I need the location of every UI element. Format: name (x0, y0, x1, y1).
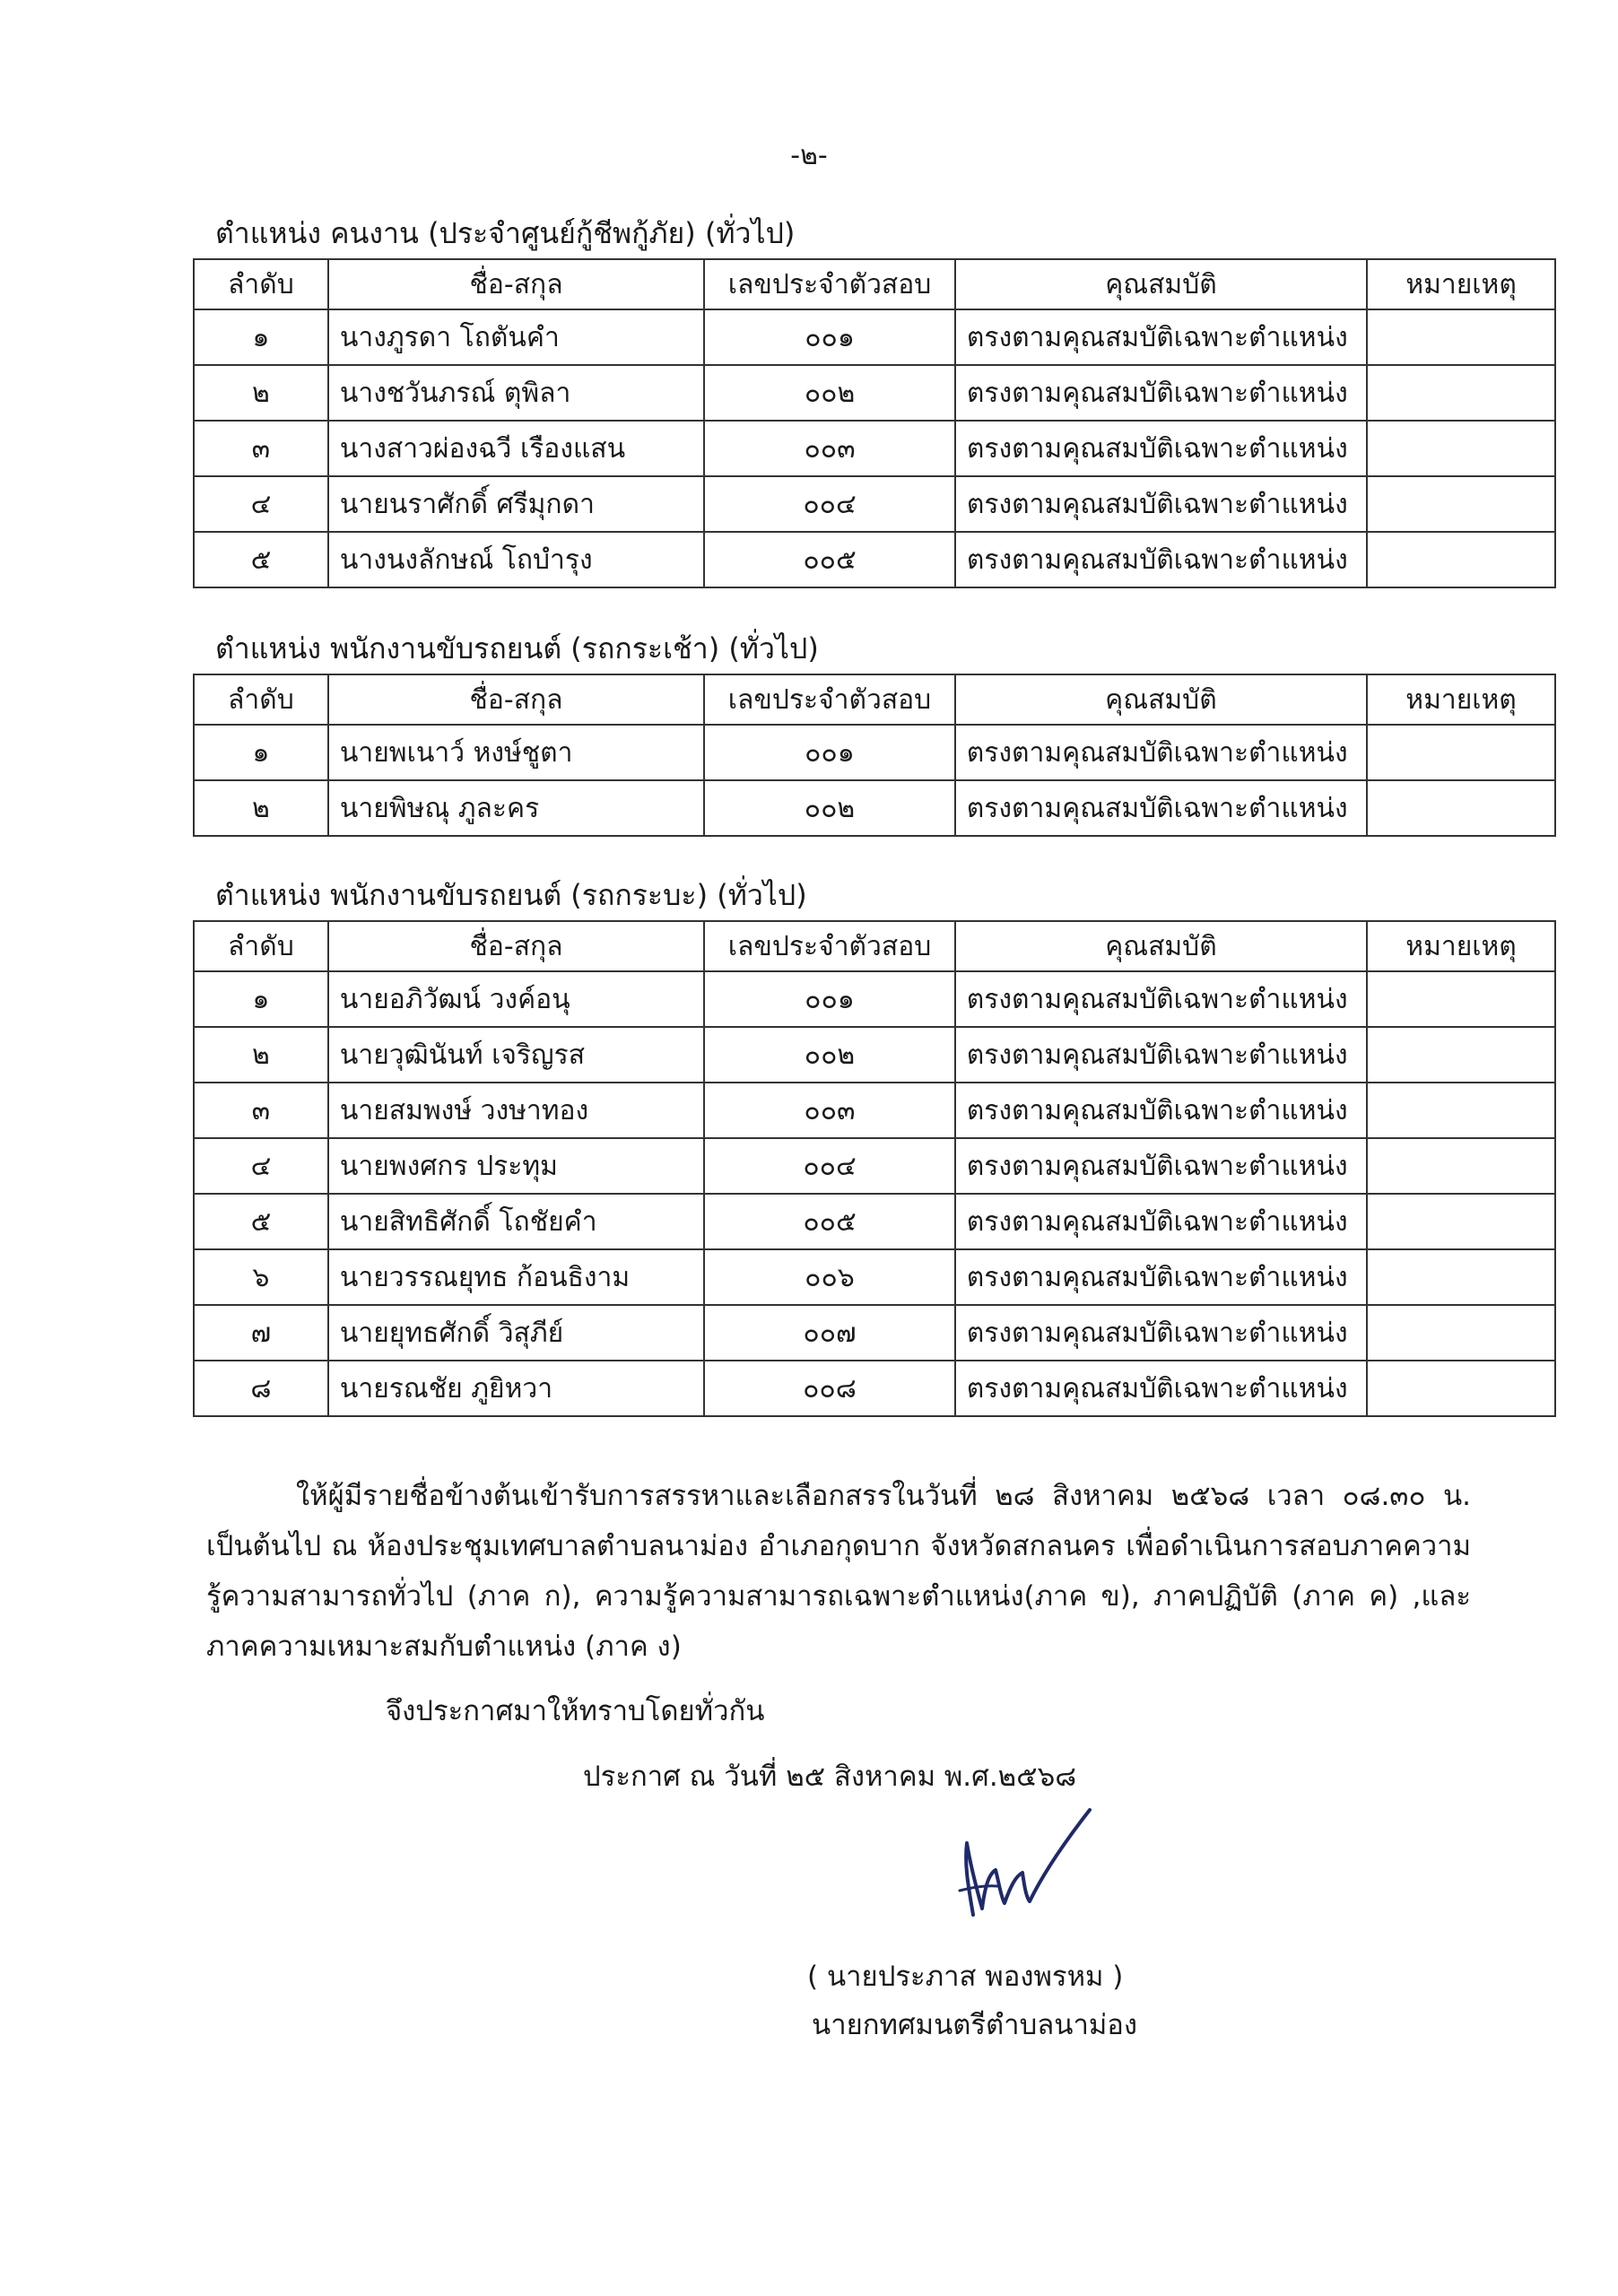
candidate-name: นางชวันภรณ์ ตุพิลา (328, 365, 704, 421)
table-row (194, 1361, 1555, 1416)
exam-id: ๐๐๔ (704, 476, 955, 532)
header-no: ลำดับ (194, 674, 328, 725)
qualification: ตรงตามคุณสมบัติเฉพาะตำแหน่ง (955, 1249, 1367, 1305)
closing-line: จึงประกาศมาให้ทราบโดยทั่วกัน (386, 1695, 765, 1727)
table-header-row (194, 921, 1555, 971)
exam-id: ๐๐๕ (704, 532, 955, 587)
exam-id: ๐๐๕ (704, 1194, 955, 1249)
qualification: ตรงตามคุณสมบัติเฉพาะตำแหน่ง (955, 532, 1367, 587)
candidate-table (193, 674, 1556, 837)
qualification: ตรงตามคุณสมบัติเฉพาะตำแหน่ง (955, 725, 1367, 780)
header-qualification: คุณสมบัติ (955, 259, 1367, 309)
qualification: ตรงตามคุณสมบัติเฉพาะตำแหน่ง (955, 476, 1367, 532)
table-body (194, 725, 1555, 836)
row-number: ๕ (194, 1194, 328, 1249)
qualification: ตรงตามคุณสมบัติเฉพาะตำแหน่ง (955, 1194, 1367, 1249)
announcement-date: ประกาศ ณ วันที่ ๒๕ สิงหาคม พ.ศ.๒๕๖๘ (583, 1761, 1077, 1793)
signature-stroke (966, 1810, 1090, 1915)
candidate-name: นายวรรณยุทธ ก้อนธิงาม (328, 1249, 704, 1305)
header-no: ลำดับ (194, 259, 328, 309)
candidate-name: นายพเนาว์ หงษ์ชูตา (328, 725, 704, 780)
exam-id: ๐๐๑ (704, 309, 955, 365)
remark (1367, 309, 1555, 365)
table-row (194, 1249, 1555, 1305)
qualification: ตรงตามคุณสมบัติเฉพาะตำแหน่ง (955, 780, 1367, 836)
qualification: ตรงตามคุณสมบัติเฉพาะตำแหน่ง (955, 1027, 1367, 1083)
exam-id: ๐๐๒ (704, 365, 955, 421)
qualification: ตรงตามคุณสมบัติเฉพาะตำแหน่ง (955, 309, 1367, 365)
section-title: ตำแหน่ง พนักงานขับรถยนต์ (รถกระบะ) (ทั่วไป) (215, 878, 807, 912)
row-number: ๕ (194, 532, 328, 587)
header-exam-id: เลขประจำตัวสอบ (704, 921, 955, 971)
candidate-name: นายยุทธศักดิ์ วิสุภีย์ (328, 1305, 704, 1361)
table-row (194, 780, 1555, 836)
table-body (194, 971, 1555, 1416)
table-row (194, 725, 1555, 780)
qualification: ตรงตามคุณสมบัติเฉพาะตำแหน่ง (955, 971, 1367, 1027)
exam-id: ๐๐๓ (704, 421, 955, 476)
table-row (194, 1305, 1555, 1361)
candidate-name: นางภูรดา โถตันคำ (328, 309, 704, 365)
exam-id: ๐๐๗ (704, 1305, 955, 1361)
exam-id: ๐๐๘ (704, 1361, 955, 1416)
exam-id: ๐๐๒ (704, 1027, 955, 1083)
header-name: ชื่อ-สกุล (328, 921, 704, 971)
table-row (194, 309, 1555, 365)
section-title: ตำแหน่ง คนงาน (ประจำศูนย์กู้ชีพกู้ภัย) (ทั่วไป) (215, 216, 796, 250)
candidate-name: นายอภิวัฒน์ วงค์อนุ (328, 971, 704, 1027)
candidate-name: นายพงศกร ประทุม (328, 1138, 704, 1194)
exam-id: ๐๐๑ (704, 971, 955, 1027)
remark (1367, 365, 1555, 421)
table-header-row (194, 259, 1555, 309)
table-body (194, 309, 1555, 587)
qualification: ตรงตามคุณสมบัติเฉพาะตำแหน่ง (955, 1361, 1367, 1416)
page-number: -๒- (790, 140, 828, 171)
candidate-table (193, 258, 1556, 588)
row-number: ๒ (194, 780, 328, 836)
row-number: ๒ (194, 1027, 328, 1083)
row-number: ๒ (194, 365, 328, 421)
row-number: ๗ (194, 1305, 328, 1361)
section-title: ตำแหน่ง พนักงานขับรถยนต์ (รถกระเช้า) (ทั่วไป) (215, 631, 819, 665)
row-number: ๑ (194, 971, 328, 1027)
remark (1367, 1194, 1555, 1249)
header-no: ลำดับ (194, 921, 328, 971)
candidate-name: นายวุฒินันท์ เจริญรส (328, 1027, 704, 1083)
candidate-table (193, 920, 1556, 1417)
exam-id: ๐๐๑ (704, 725, 955, 780)
header-exam-id: เลขประจำตัวสอบ (704, 674, 955, 725)
remark (1367, 476, 1555, 532)
table-row (194, 1138, 1555, 1194)
qualification: ตรงตามคุณสมบัติเฉพาะตำแหน่ง (955, 365, 1367, 421)
row-number: ๓ (194, 421, 328, 476)
candidate-name: นางนงลักษณ์ โถบำรุง (328, 532, 704, 587)
header-name: ชื่อ-สกุล (328, 259, 704, 309)
exam-id: ๐๐๓ (704, 1083, 955, 1138)
candidate-name: นางสาวผ่องฉวี เรืองแสน (328, 421, 704, 476)
row-number: ๔ (194, 1138, 328, 1194)
table-row (194, 532, 1555, 587)
candidate-name: นายสมพงษ์ วงษาทอง (328, 1083, 704, 1138)
qualification: ตรงตามคุณสมบัติเฉพาะตำแหน่ง (955, 421, 1367, 476)
row-number: ๑ (194, 309, 328, 365)
exam-id: ๐๐๖ (704, 1249, 955, 1305)
header-name: ชื่อ-สกุล (328, 674, 704, 725)
signer-title: นายกทศมนตรีตำบลนาม่อง (812, 2009, 1138, 2041)
row-number: ๖ (194, 1249, 328, 1305)
exam-id: ๐๐๔ (704, 1138, 955, 1194)
remark (1367, 1138, 1555, 1194)
table-header-row (194, 674, 1555, 725)
exam-id: ๐๐๒ (704, 780, 955, 836)
header-qualification: คุณสมบัติ (955, 674, 1367, 725)
candidate-name: นายนราศักดิ์ ศรีมุกดา (328, 476, 704, 532)
qualification: ตรงตามคุณสมบัติเฉพาะตำแหน่ง (955, 1305, 1367, 1361)
table-row (194, 971, 1555, 1027)
remark (1367, 1083, 1555, 1138)
section-3 (193, 877, 1556, 1417)
header-qualification: คุณสมบัติ (955, 921, 1367, 971)
remark (1367, 971, 1555, 1027)
remark (1367, 1249, 1555, 1305)
signature-image (933, 1803, 1112, 1919)
table-row (194, 365, 1555, 421)
qualification: ตรงตามคุณสมบัติเฉพาะตำแหน่ง (955, 1083, 1367, 1138)
row-number: ๘ (194, 1361, 328, 1416)
table-row (194, 1083, 1555, 1138)
header-remark: หมายเหตุ (1367, 259, 1555, 309)
remark (1367, 1027, 1555, 1083)
table-row (194, 1194, 1555, 1249)
table-row (194, 476, 1555, 532)
row-number: ๑ (194, 725, 328, 780)
candidate-name: นายพิษณุ ภูละคร (328, 780, 704, 836)
remark (1367, 532, 1555, 587)
row-number: ๓ (194, 1083, 328, 1138)
row-number: ๔ (194, 476, 328, 532)
candidate-name: นายสิทธิศักดิ์ โถชัยคำ (328, 1194, 704, 1249)
header-exam-id: เลขประจำตัวสอบ (704, 259, 955, 309)
candidate-name: นายรณชัย ภูยิหวา (328, 1361, 704, 1416)
remark (1367, 780, 1555, 836)
table-row (194, 421, 1555, 476)
table-row (194, 1027, 1555, 1083)
header-remark: หมายเหตุ (1367, 921, 1555, 971)
remark (1367, 1361, 1555, 1416)
header-remark: หมายเหตุ (1367, 674, 1555, 725)
announcement-body: ให้ผู้มีรายชื่อข้างต้นเข้ารับการสรรหาและเลือกสรรในวันที่ ๒๘ สิงหาคม ๒๕๖๘ เวลา ๐๘.๓๐ น. เป็นต้นไป ณ ห้องประชุมเทศบาลตำบลนาม่อง อำเภอกุดบาก จังหวัดสกลนคร เพื่อดำเนินการสอบภาคความรู้ความสามารถทั่วไป (ภาค ก), ความรู้ความสามารถเฉพาะตำแหน่ง(ภาค ข), ภาคปฏิบัติ (ภาค ค) ,และภาคความเหมาะสมกับตำแหน่ง (ภาค ง) (206, 1480, 1471, 1663)
signer-name: ( นายประภาส พองพรหม ) (807, 1961, 1124, 1993)
remark (1367, 1305, 1555, 1361)
remark (1367, 421, 1555, 476)
remark (1367, 725, 1555, 780)
qualification: ตรงตามคุณสมบัติเฉพาะตำแหน่ง (955, 1138, 1367, 1194)
section-2 (193, 631, 1556, 837)
section-1 (193, 215, 1556, 588)
